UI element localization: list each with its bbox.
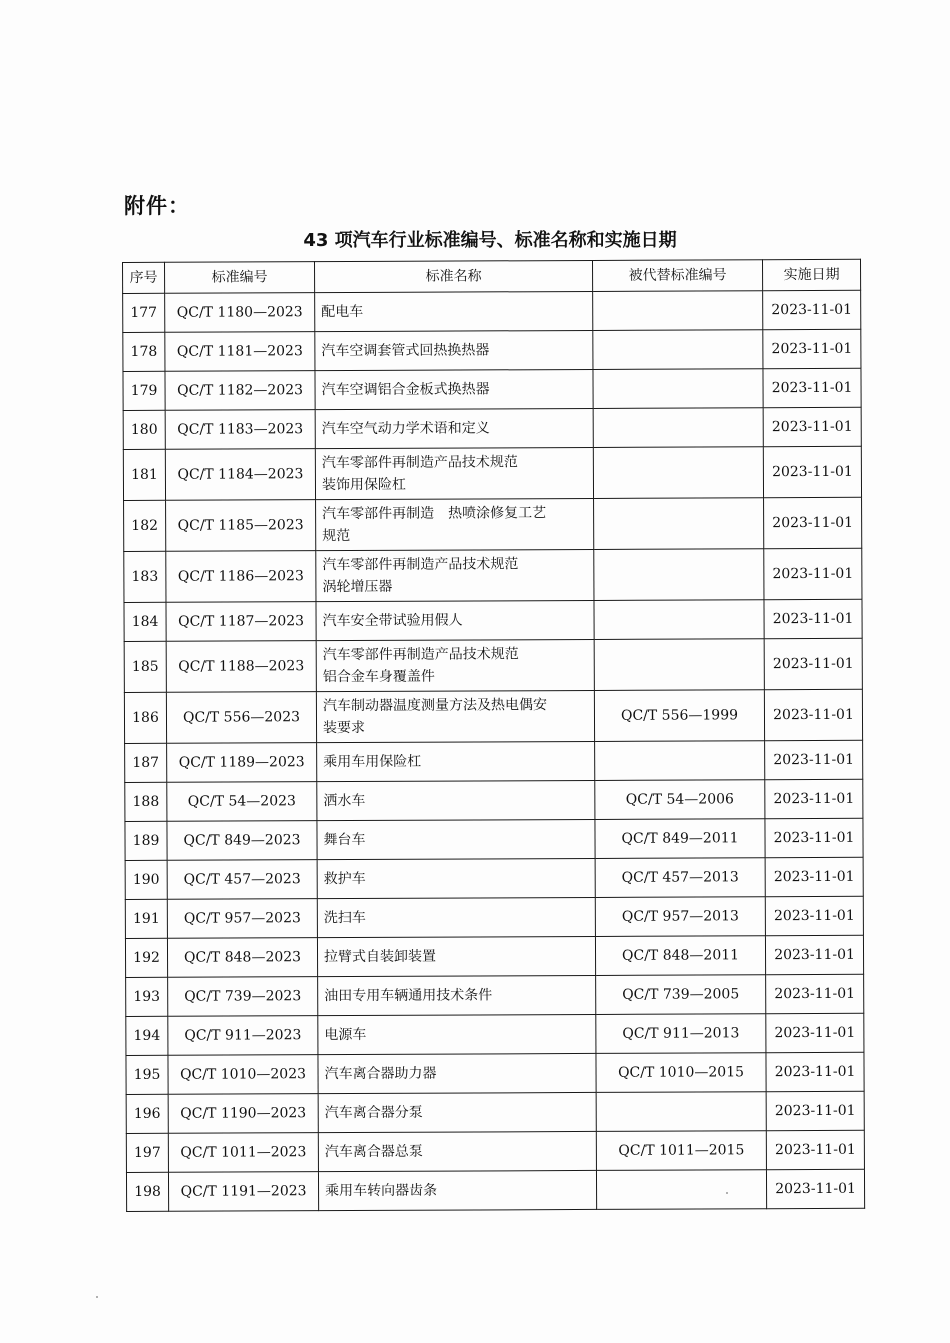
table-row	[126, 1013, 864, 1055]
cell-seq: 184	[124, 602, 166, 641]
cell-code: QC/T 556—2023	[166, 692, 316, 744]
document-title: 43 项汽车行业标准编号、标准名称和实施日期	[303, 230, 677, 251]
cell-code: QC/T 1185—2023	[166, 500, 316, 552]
cell-replaced	[593, 291, 763, 331]
cell-date: 2023-11-01	[763, 446, 861, 497]
cell-name	[316, 498, 594, 550]
cell-seq: 178	[123, 332, 165, 371]
cell-seq: 182	[124, 500, 166, 551]
cell-date: 2023-11-01	[766, 1013, 864, 1052]
table-row	[126, 1130, 864, 1172]
cell-replaced: QC/T 957—2013	[595, 897, 765, 937]
cell-seq: 189	[125, 821, 167, 860]
cell-name	[317, 897, 595, 937]
cell-name	[315, 447, 593, 499]
cell-replaced: QC/T 54—2006	[595, 780, 765, 820]
name-line-2: 铝合金车身覆盖件	[322, 668, 435, 686]
table-row	[125, 779, 863, 821]
cell-seq: 177	[123, 293, 165, 332]
cell-date: 2023-11-01	[763, 329, 861, 368]
cell-date: 2023-11-01	[765, 935, 863, 974]
cell-code: QC/T 1010—2023	[168, 1055, 318, 1095]
cell-seq: 197	[126, 1133, 168, 1172]
scan-speck	[726, 1192, 728, 1194]
table-row	[124, 599, 862, 641]
cell-date: 2023-11-01	[766, 1130, 864, 1169]
cell-date: 2023-11-01	[764, 548, 862, 599]
table-row	[124, 689, 862, 743]
table-row	[125, 740, 863, 782]
table-row	[123, 446, 861, 500]
cell-seq: 185	[124, 641, 166, 692]
cell-name	[317, 780, 595, 820]
cell-replaced: QC/T 1010—2015	[596, 1053, 766, 1093]
cell-seq: 191	[125, 899, 167, 938]
cell-code: QC/T 1188—2023	[166, 641, 316, 693]
cell-name	[315, 330, 593, 370]
cell-name	[316, 639, 594, 691]
cell-seq: 187	[125, 743, 167, 782]
cell-seq: 186	[124, 692, 166, 743]
cell-seq: 188	[125, 782, 167, 821]
cell-name	[318, 975, 596, 1015]
cell-code: QC/T 1011—2023	[168, 1133, 318, 1173]
name-line: 汽车离合器总泵	[324, 1143, 423, 1161]
cell-code: QC/T 957—2023	[167, 899, 317, 939]
cell-code: QC/T 1180—2023	[165, 293, 315, 333]
cell-replaced	[594, 498, 764, 550]
cell-seq: 183	[124, 551, 166, 602]
cell-name	[317, 858, 595, 898]
header-replaced: 被代替标准编号	[592, 260, 762, 292]
cell-name	[317, 819, 595, 859]
name-line: 舞台车	[323, 831, 366, 849]
cell-name	[318, 1014, 596, 1054]
cell-replaced	[593, 330, 763, 370]
name-line: 汽车安全带试验用假人	[322, 612, 463, 630]
cell-name	[318, 1092, 596, 1132]
cell-seq: 196	[126, 1094, 168, 1133]
name-line: 汽车空调套管式回热换热器	[321, 342, 490, 360]
name-line: 汽车离合器助力器	[324, 1065, 437, 1083]
cell-date: 2023-11-01	[763, 290, 861, 329]
name-line-2: 装要求	[323, 719, 366, 737]
cell-replaced	[593, 369, 763, 409]
cell-seq: 195	[126, 1055, 168, 1094]
cell-date: 2023-11-01	[763, 368, 861, 407]
name-line: 洒水车	[323, 792, 366, 810]
name-line: 乘用车转向器齿条	[325, 1182, 438, 1200]
cell-date: 2023-11-01	[763, 407, 861, 446]
scan-speck	[96, 1296, 98, 1298]
cell-code: QC/T 1191—2023	[168, 1172, 318, 1212]
cell-name	[318, 1131, 596, 1171]
cell-code: QC/T 1182—2023	[165, 371, 315, 411]
cell-name	[315, 408, 593, 448]
cell-seq: 192	[125, 938, 167, 977]
cell-seq: 179	[123, 371, 165, 410]
name-line: 救护车	[323, 870, 366, 888]
cell-seq: 180	[123, 410, 165, 449]
header-date: 实施日期	[762, 259, 860, 290]
table-row	[126, 1169, 864, 1211]
name-line: 汽车空调铝合金板式换热器	[321, 381, 490, 399]
name-line: 汽车制动器温度测量方法及热电偶安	[322, 697, 547, 715]
table-row	[126, 974, 864, 1016]
cell-date: 2023-11-01	[764, 638, 862, 689]
table-row	[123, 368, 861, 410]
cell-date: 2023-11-01	[766, 1052, 864, 1091]
cell-date: 2023-11-01	[766, 1169, 864, 1208]
cell-date: 2023-11-01	[765, 857, 863, 896]
cell-seq: 194	[126, 1016, 168, 1055]
table-row	[124, 497, 862, 551]
name-line: 电源车	[324, 1026, 367, 1044]
cell-code: QC/T 1181—2023	[165, 332, 315, 372]
cell-replaced: QC/T 848—2011	[595, 936, 765, 976]
table-row	[125, 857, 863, 899]
cell-name	[317, 936, 595, 976]
table-body	[123, 290, 865, 1211]
cell-replaced	[594, 639, 764, 691]
cell-code: QC/T 739—2023	[168, 977, 318, 1017]
cell-replaced	[596, 1092, 766, 1132]
cell-replaced	[594, 549, 764, 601]
table-row	[126, 1091, 864, 1133]
cell-code: QC/T 1186—2023	[166, 551, 316, 603]
cell-date: 2023-11-01	[765, 896, 863, 935]
cell-date: 2023-11-01	[765, 740, 863, 779]
header-seq: 序号	[123, 262, 165, 293]
cell-code: QC/T 1184—2023	[165, 449, 315, 501]
cell-code: QC/T 1183—2023	[165, 410, 315, 450]
standards-table	[122, 259, 865, 1212]
name-line-2: 涡轮增压器	[322, 578, 393, 596]
name-line: 汽车离合器分泵	[324, 1104, 423, 1122]
cell-replaced	[593, 447, 763, 499]
cell-seq: 193	[126, 977, 168, 1016]
name-line: 汽车零部件再制造 热喷涂修复工艺	[322, 505, 547, 523]
cell-name	[318, 1053, 596, 1093]
cell-code: QC/T 849—2023	[167, 821, 317, 861]
cell-replaced: QC/T 849—2011	[595, 819, 765, 859]
name-line: 拉臂式自装卸装置	[324, 948, 437, 966]
cell-code: QC/T 54—2023	[167, 782, 317, 822]
cell-code: QC/T 911—2023	[168, 1016, 318, 1056]
name-line: 乘用车用保险杠	[323, 753, 422, 771]
cell-replaced: QC/T 739—2005	[596, 975, 766, 1015]
cell-replaced	[594, 600, 764, 640]
cell-code: QC/T 1190—2023	[168, 1094, 318, 1134]
cell-replaced	[593, 408, 763, 448]
cell-code: QC/T 457—2023	[167, 860, 317, 900]
cell-name	[316, 549, 594, 601]
name-line: 洗扫车	[323, 909, 366, 927]
cell-replaced: QC/T 1011—2015	[596, 1131, 766, 1171]
table-row	[125, 818, 863, 860]
cell-code: QC/T 848—2023	[167, 938, 317, 978]
cell-name	[318, 1170, 596, 1210]
attachment-label: 附件：	[124, 194, 190, 218]
cell-date: 2023-11-01	[766, 1091, 864, 1130]
table-row	[124, 548, 862, 602]
cell-replaced: QC/T 556—1999	[594, 690, 764, 742]
name-line-2: 装饰用保险杠	[321, 476, 407, 494]
cell-code: QC/T 1187—2023	[166, 602, 316, 642]
cell-name	[315, 291, 593, 331]
table-row	[125, 935, 863, 977]
name-line: 油田专用车辆通用技术条件	[324, 987, 493, 1005]
table-row	[123, 290, 861, 332]
header-name: 标准名称	[315, 260, 593, 292]
name-line-2: 规范	[322, 528, 351, 545]
name-line: 汽车空气动力学术语和定义	[321, 420, 490, 438]
name-line: 汽车零部件再制造产品技术规范	[322, 646, 519, 664]
table-header	[123, 259, 861, 293]
cell-name	[316, 600, 594, 640]
cell-seq: 198	[126, 1172, 168, 1211]
cell-seq: 190	[125, 860, 167, 899]
cell-name	[316, 690, 594, 742]
cell-replaced: QC/T 911—2013	[596, 1014, 766, 1054]
cell-code: QC/T 1189—2023	[167, 743, 317, 783]
name-line: 汽车零部件再制造产品技术规范	[321, 454, 518, 472]
table-row	[124, 638, 862, 692]
table-row	[126, 1052, 864, 1094]
cell-name	[315, 369, 593, 409]
cell-date: 2023-11-01	[764, 689, 862, 740]
cell-date: 2023-11-01	[764, 497, 862, 548]
cell-seq: 181	[123, 449, 165, 500]
cell-date: 2023-11-01	[765, 779, 863, 818]
cell-replaced: QC/T 457—2013	[595, 858, 765, 898]
cell-name	[317, 741, 595, 781]
header-code: 标准编号	[165, 262, 315, 294]
cell-date: 2023-11-01	[765, 818, 863, 857]
cell-replaced	[595, 741, 765, 781]
cell-date: 2023-11-01	[766, 974, 864, 1013]
table-row	[123, 329, 861, 371]
name-line: 配电车	[321, 303, 364, 321]
table-row	[123, 407, 861, 449]
name-line: 汽车零部件再制造产品技术规范	[322, 556, 519, 574]
table-row	[125, 896, 863, 938]
cell-date: 2023-11-01	[764, 599, 862, 638]
cell-replaced	[596, 1170, 766, 1210]
